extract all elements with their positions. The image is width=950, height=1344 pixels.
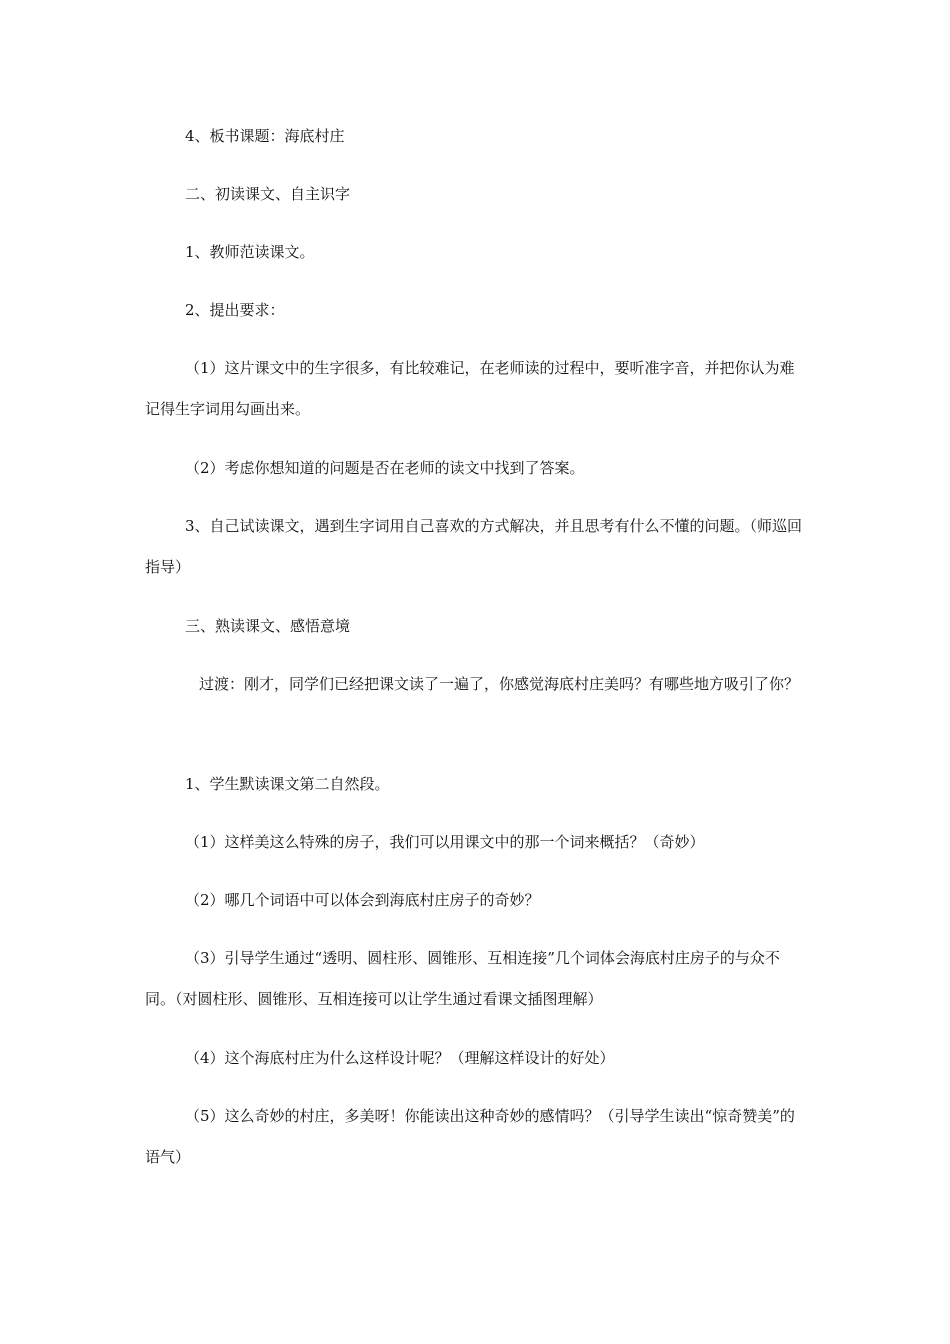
paragraph-question-3: （3）引导学生通过“透明、圆柱形、圆锥形、互相连接”几个词体会海底村庄房子的与众不同。（对圆柱形、圆锥形、互相连接可以让学生通过看课文插图理解） xyxy=(145,949,780,1008)
heading-section-3: 三、熟读课文、感悟意境 xyxy=(185,617,351,635)
paragraph-requirement-1: （1）这片课文中的生字很多，有比较难记，在老师读的过程中，要听准字音，并把你认为难记得生字词用勾画出来。 xyxy=(145,359,795,418)
paragraph-silent-reading: 1、学生默读课文第二自然段。 xyxy=(185,775,390,793)
paragraph-transition: 过渡：刚才，同学们已经把课文读了一遍了，你感觉海底村庄美吗？有哪些地方吸引了你？ xyxy=(199,675,800,693)
paragraph-self-reading: 3、自己试读课文，遇到生字词用自己喜欢的方式解决，并且思考有什么不懂的问题。（师巡回指导） xyxy=(145,517,803,576)
paragraph-teacher-reading: 1、教师范读课文。 xyxy=(185,243,315,261)
paragraph-question-4: （4）这个海底村庄为什么这样设计呢？（理解这样设计的好处） xyxy=(185,1049,615,1067)
paragraph-question-2: （2）哪几个词语中可以体会到海底村庄房子的奇妙？ xyxy=(185,891,540,909)
paragraph-question-5: （5）这么奇妙的村庄，多美呀！你能读出这种奇妙的感情吗？（引导学生读出“惊奇赞美”的语气） xyxy=(145,1107,795,1166)
paragraph-board-title: 4、板书课题：海底村庄 xyxy=(185,127,345,145)
heading-section-2: 二、初读课文、自主识字 xyxy=(185,185,351,203)
paragraph-requirements: 2、提出要求： xyxy=(185,301,285,319)
paragraph-requirement-2: （2）考虑你想知道的问题是否在老师的读文中找到了答案。 xyxy=(185,459,585,477)
paragraph-question-1: （1）这样美这么特殊的房子，我们可以用课文中的那一个词来概括？（奇妙） xyxy=(185,833,705,851)
